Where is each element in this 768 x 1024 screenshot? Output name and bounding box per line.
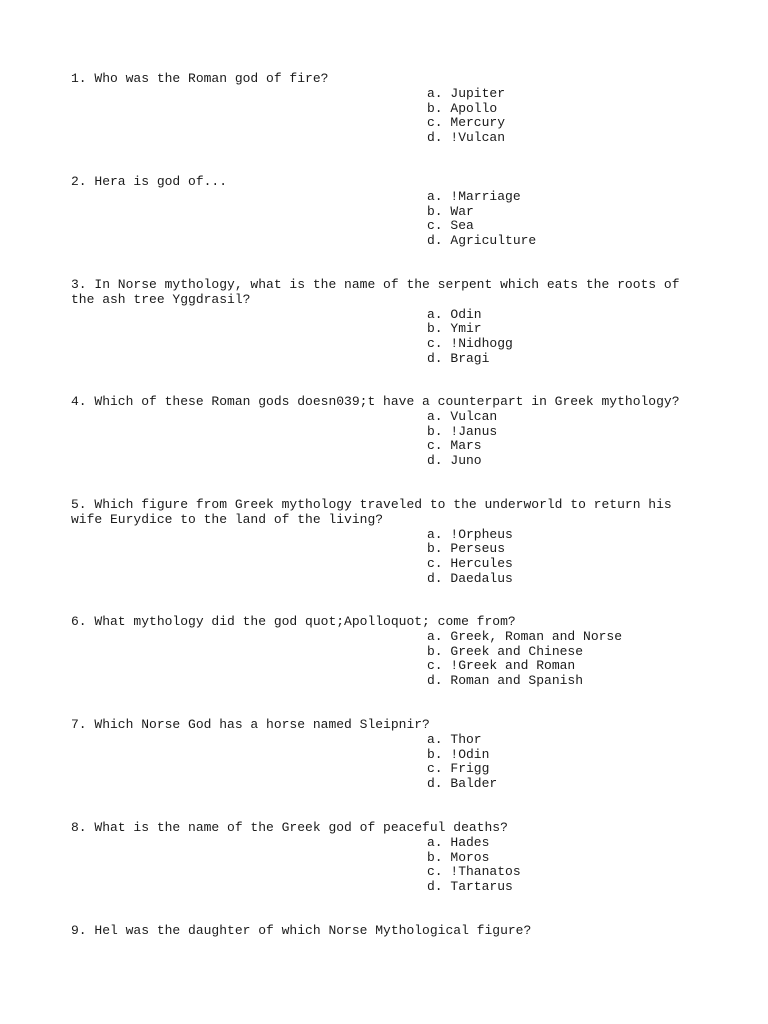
- answer-option: b. Apollo: [427, 100, 498, 116]
- answer-option: c. Mars: [427, 438, 482, 454]
- answer-option: d. !Vulcan: [427, 130, 506, 146]
- answer-option: d. Agriculture: [427, 233, 537, 249]
- answer-option: a. !Orpheus: [427, 526, 513, 542]
- question-text: 3. In Norse mythology, what is the name of the serpent which eats the roots of the ash tree Yggdrasil?: [71, 277, 688, 307]
- question-text: 2. Hera is god of...: [71, 174, 228, 189]
- question-5: [71, 498, 701, 587]
- question-8: [71, 821, 701, 895]
- answer-option: c. Mercury: [427, 115, 506, 131]
- answer-option: c. !Greek and Roman: [427, 658, 576, 674]
- answer-option: c. Sea: [427, 218, 474, 234]
- question-3: [71, 278, 701, 367]
- answer-option: c. !Nidhogg: [427, 336, 513, 352]
- answer-option: d. Juno: [427, 453, 482, 469]
- answer-option: b. Perseus: [427, 541, 506, 557]
- answer-option: d. Daedalus: [427, 570, 513, 586]
- question-text: 6. What mythology did the god quot;Apolloquot; come from?: [71, 614, 516, 629]
- question-4: [71, 395, 701, 469]
- answer-option: b. Ymir: [427, 321, 482, 337]
- question-7: [71, 718, 701, 792]
- answer-options: [71, 836, 701, 895]
- answer-option: b. !Janus: [427, 423, 498, 439]
- question-6: [71, 615, 701, 689]
- question-text: 4. Which of these Roman gods doesn039;t have a counterpart in Greek mythology?: [71, 394, 680, 409]
- answer-option: a. Vulcan: [427, 408, 498, 424]
- answer-options: [71, 410, 701, 469]
- answer-option: a. Greek, Roman and Norse: [427, 628, 623, 644]
- answer-option: c. Frigg: [427, 761, 490, 777]
- question-1: [71, 72, 701, 146]
- answer-options: [71, 630, 701, 689]
- answer-option: d. Bragi: [427, 350, 490, 366]
- answer-option: a. Odin: [427, 306, 482, 322]
- answer-option: a. !Marriage: [427, 188, 521, 204]
- answer-option: d. Balder: [427, 776, 498, 792]
- answer-option: a. Hades: [427, 834, 490, 850]
- question-text: 5. Which figure from Greek mythology traveled to the underworld to return his wife Eurydice to the land of the living?: [71, 497, 680, 527]
- answer-option: b. !Odin: [427, 746, 490, 762]
- answer-option: c. Hercules: [427, 556, 513, 572]
- answer-options: [71, 528, 701, 587]
- question-text: 9. Hel was the daughter of which Norse Mythological figure?: [71, 923, 532, 938]
- answer-option: b. Greek and Chinese: [427, 643, 584, 659]
- answer-options: [71, 733, 701, 792]
- question-text: 8. What is the name of the Greek god of peaceful deaths?: [71, 820, 508, 835]
- answer-options: [71, 87, 701, 146]
- answer-option: a. Thor: [427, 731, 482, 747]
- question-text: 7. Which Norse God has a horse named Sleipnir?: [71, 717, 430, 732]
- answer-option: c. !Thanatos: [427, 864, 521, 880]
- answer-option: b. War: [427, 203, 474, 219]
- answer-options: [71, 308, 701, 367]
- answer-option: a. Jupiter: [427, 85, 506, 101]
- answer-option: d. Roman and Spanish: [427, 673, 584, 689]
- question-text: 1. Who was the Roman god of fire?: [71, 71, 329, 86]
- answer-options: [71, 190, 701, 249]
- answer-option: d. Tartarus: [427, 879, 513, 895]
- question-2: [71, 175, 701, 249]
- question-9: [71, 924, 701, 939]
- answer-option: b. Moros: [427, 849, 490, 865]
